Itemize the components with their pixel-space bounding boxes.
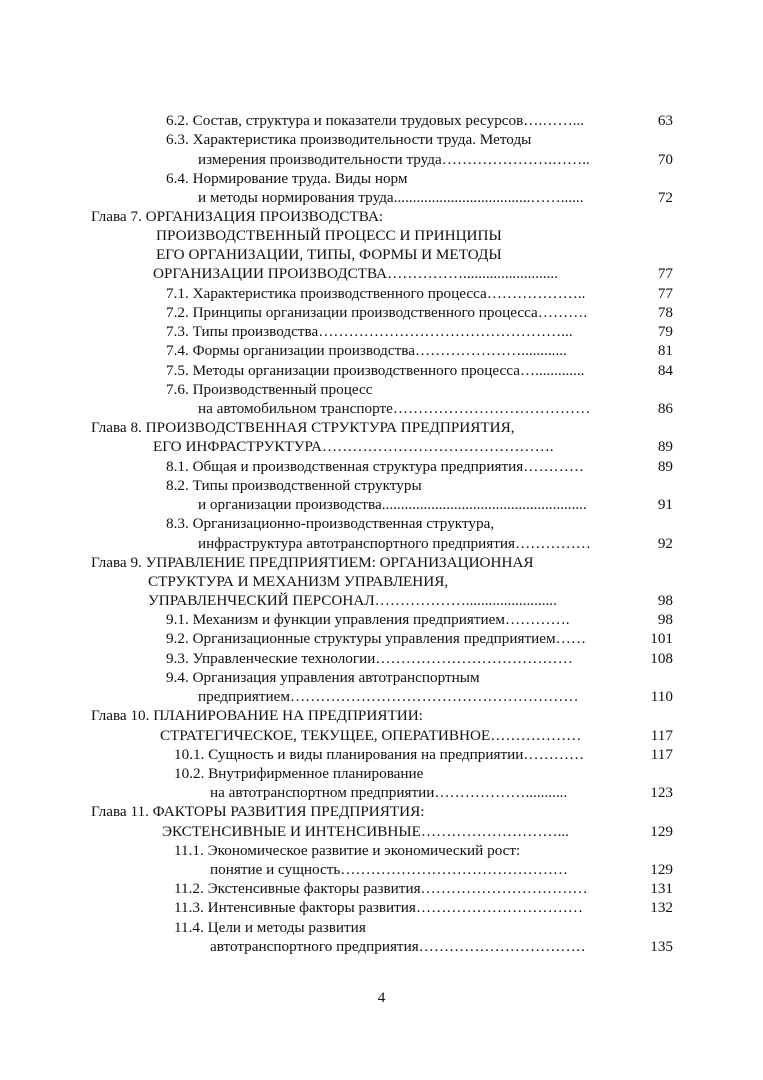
toc-entry-text: 9.4. Организация управления автотранспортным [166,669,480,686]
toc-entry-text: СТРАТЕГИЧЕСКОЕ, ТЕКУЩЕЕ, ОПЕРАТИВНОЕ……………… [160,727,582,744]
toc-entry-page: 98 [657,611,673,628]
toc-entry-page: 70 [657,151,673,168]
toc-entry-text: предприятием………………………………………………… [198,688,579,705]
toc-entry-text: 6.4. Нормирование труда. Виды норм [166,170,408,187]
toc-entry-text: ЕГО ИНФРАСТРУКТУРА………………………………………. [153,438,554,455]
toc-entry-text: измерения производительности труда………………….…….. [198,151,590,168]
page-number: 4 [377,989,386,1006]
toc-entry-text: Глава 10. ПЛАНИРОВАНИЕ НА ПРЕДПРИЯТИИ: [91,707,423,724]
toc-entry-text: ЭКСТЕНСИВНЫЕ И ИНТЕНСИВНЫЕ………………………... [162,823,569,840]
toc-entry-page: 117 [650,746,673,763]
toc-entry-text: 7.4. Формы организации производства…………………............ [166,342,567,359]
toc-entry-text: ОРГАНИЗАЦИИ ПРОИЗВОДСТВА……………......................... [153,265,558,282]
toc-entry-text: понятие и сущность……………………………………… [210,861,569,878]
toc-entry-page: 84 [657,362,673,379]
toc-entry-text: 7.2. Принципы организации производственного процесса………. [166,304,588,321]
toc-entry-page: 132 [650,899,673,916]
toc-entry-text: на автотранспортном предприятии………………........... [210,784,568,801]
toc-entry-text: ПРОИЗВОДСТВЕННЫЙ ПРОЦЕСС И ПРИНЦИПЫ [156,227,502,244]
toc-entry-text: 8.2. Типы производственной структуры [166,477,422,494]
toc-entry-page: 86 [657,400,673,417]
toc-entry-text: СТРУКТУРА И МЕХАНИЗМ УПРАВЛЕНИЯ, [148,573,449,590]
toc-entry-text: инфраструктура автотранспортного предприятия…………… [198,535,591,552]
toc-entry-page: 78 [657,304,673,321]
toc-entry-text: 10.2. Внутрифирменное планирование [174,765,424,782]
toc-entry-text: 7.6. Производственный процесс [166,381,373,398]
toc-entry-text: Глава 11. ФАКТОРЫ РАЗВИТИЯ ПРЕДПРИЯТИЯ: [91,803,425,820]
toc-entry-page: 92 [657,535,673,552]
toc-entry-text: 11.3. Интенсивные факторы развития…………………………… [174,899,583,916]
toc-entry-page: 110 [650,688,673,705]
toc-entry-text: 11.1. Экономическое развитие и экономический рост: [174,842,521,859]
toc-entry-text: Глава 8. ПРОИЗВОДСТВЕННАЯ СТРУКТУРА ПРЕДПРИЯТИЯ, [91,419,515,436]
toc-entry-page: 98 [657,592,673,609]
toc-entry-text: 8.3. Организационно-производственная структура, [166,515,495,532]
toc-entry-text: 9.2. Организационные структуры управления предприятием…… [166,630,587,647]
toc-entry-page: 135 [650,938,673,955]
toc-entry-text: автотранспортного предприятия…………………………… [210,938,586,955]
toc-entry-page: 79 [657,323,673,340]
toc-entry-page: 129 [650,861,673,878]
toc-entry-text: 6.2. Состав, структура и показатели трудовых ресурсов….……... [166,112,585,129]
toc-entry-page: 101 [650,630,673,647]
toc-entry-text: Глава 9. УПРАВЛЕНИЕ ПРЕДПРИЯТИЕМ: ОРГАНИЗАЦИОННАЯ [91,554,534,571]
toc-entry-page: 81 [657,342,673,359]
toc-entry-text: Глава 7. ОРГАНИЗАЦИЯ ПРОИЗВОДСТВА: [91,208,384,225]
toc-entry-text: ЕГО ОРГАНИЗАЦИИ, ТИПЫ, ФОРМЫ И МЕТОДЫ [156,246,502,263]
toc-entry-page: 89 [657,458,673,475]
toc-entry-text: 7.3. Типы производства…………………………………………... [166,323,573,340]
toc-entry-page: 63 [657,112,673,129]
toc-entry-text: 11.4. Цели и методы развития [174,919,366,936]
toc-entry-page: 117 [650,727,673,744]
toc-entry-page: 129 [650,823,673,840]
toc-entry-page: 77 [657,265,673,282]
toc-entry-page: 91 [657,496,673,513]
toc-entry-page: 131 [650,880,673,897]
toc-entry-page: 89 [657,438,673,455]
toc-entry-text: 9.1. Механизм и функции управления предприятием…………. [166,611,570,628]
toc-entry-text: 9.3. Управленческие технологии………………………………… [166,650,573,667]
toc-entry-text: 7.5. Методы организации производственного процесса…............. [166,362,585,379]
toc-entry-page: 108 [650,650,673,667]
toc-entry-page: 123 [650,784,673,801]
toc-entry-text: 7.1. Характеристика производственного процесса……………….. [166,285,586,302]
toc-entry-text: 6.3. Характеристика производительности труда. Методы [166,131,532,148]
toc-entry-text: 11.2. Экстенсивные факторы развития…………………………… [174,880,588,897]
toc-entry-text: 10.1. Сущность и виды планирования на предприятии………… [174,746,585,763]
toc-entry-page: 72 [657,189,673,206]
toc-entry-text: и организации производства...................................................... [198,496,587,513]
toc-entry-text: УПРАВЛЕНЧЕСКИЙ ПЕРСОНАЛ………………........................ [148,592,557,609]
toc-entry-text: на автомобильном транспорте………………………………… [198,400,591,417]
toc-entry-page: 77 [657,285,673,302]
toc-entry-text: и методы нормирования труда....................................……...... [198,189,584,206]
toc-entry-text: 8.1. Общая и производственная структура предприятия………… [166,458,585,475]
